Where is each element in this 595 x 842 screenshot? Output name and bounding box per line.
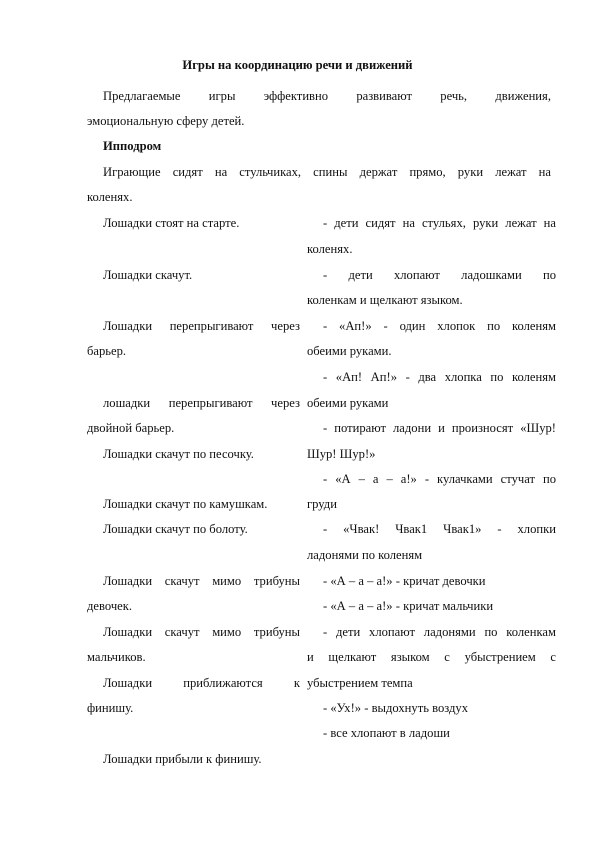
left-step-3b: барьер. <box>87 344 127 358</box>
intro-line-1: Предлагаемые игры эффективно развивают речь, движения, <box>103 89 551 103</box>
right-step-5a: - потирают ладони и произносят «Шур! <box>323 421 556 435</box>
left-step-8b: девочек. <box>87 599 133 613</box>
intro-line-2: эмоциональную сферу детей. <box>87 114 245 128</box>
left-step-3a: Лошадки перепрыгивают через <box>103 319 300 333</box>
right-step-12: - все хлопают в ладоши <box>323 726 450 740</box>
left-step-2: Лошадки скачут. <box>103 268 193 282</box>
right-step-4a: - «Ап! Ап!» - два хлопка по коленям <box>323 370 556 384</box>
left-step-6: Лошадки скачут по камушкам. <box>103 497 268 511</box>
left-step-9b: мальчиков. <box>87 650 146 664</box>
right-step-10c: убыстрением темпа <box>307 676 413 690</box>
right-step-1b: коленях. <box>307 242 353 256</box>
left-step-4a: лошадки перепрыгивают через <box>103 396 300 410</box>
right-step-7a: - «Чвак! Чвак1 Чвак1» - хлопки <box>323 522 556 536</box>
game-title: Ипподром <box>103 139 162 153</box>
right-step-4b: обеими руками <box>307 396 389 410</box>
right-step-2b: коленкам и щелкают языком. <box>307 293 463 307</box>
right-step-2a: - дети хлопают ладошками по <box>323 268 556 282</box>
right-step-6b: груди <box>307 497 337 511</box>
left-step-1: Лошадки стоят на старте. <box>103 216 240 230</box>
left-step-7: Лошадки скачут по болоту. <box>103 522 248 536</box>
right-step-3b: обеими руками. <box>307 344 392 358</box>
right-step-7b: ладонями по коленям <box>307 548 423 562</box>
left-step-11: Лошадки прибыли к финишу. <box>103 752 262 766</box>
right-step-8: - «А – а – а!» - кричат девочки <box>323 574 486 588</box>
right-step-10b: и щелкают языком с убыстрением с <box>307 650 556 664</box>
right-step-5b: Шур! Шур!» <box>307 447 376 461</box>
right-step-10a: - дети хлопают ладонями по коленкам <box>323 625 556 639</box>
game-intro-line-1: Играющие сидят на стульчиках, спины держат прямо, руки лежат на <box>103 165 551 179</box>
left-step-9a: Лошадки скачут мимо трибуны <box>103 625 300 639</box>
right-step-11: - «Ух!» - выдохнуть воздух <box>323 701 469 715</box>
right-step-3a: - «Ап!» - один хлопок по коленям <box>323 319 556 333</box>
left-step-5: Лошадки скачут по песочку. <box>103 447 254 461</box>
left-step-8a: Лошадки скачут мимо трибуны <box>103 574 300 588</box>
left-step-4b: двойной барьер. <box>87 421 175 435</box>
page-title: Игры на координацию речи и движений <box>182 58 413 72</box>
left-step-10a: Лошадки приближаются к <box>103 676 300 690</box>
right-step-9: - «А – а – а!» - кричат мальчики <box>323 599 494 613</box>
game-intro-line-2: коленях. <box>87 190 133 204</box>
left-step-10b: финишу. <box>87 701 134 715</box>
right-step-1a: - дети сидят на стульях, руки лежат на <box>323 216 556 230</box>
right-step-6a: - «А – а – а!» - кулачками стучат по <box>323 472 556 486</box>
